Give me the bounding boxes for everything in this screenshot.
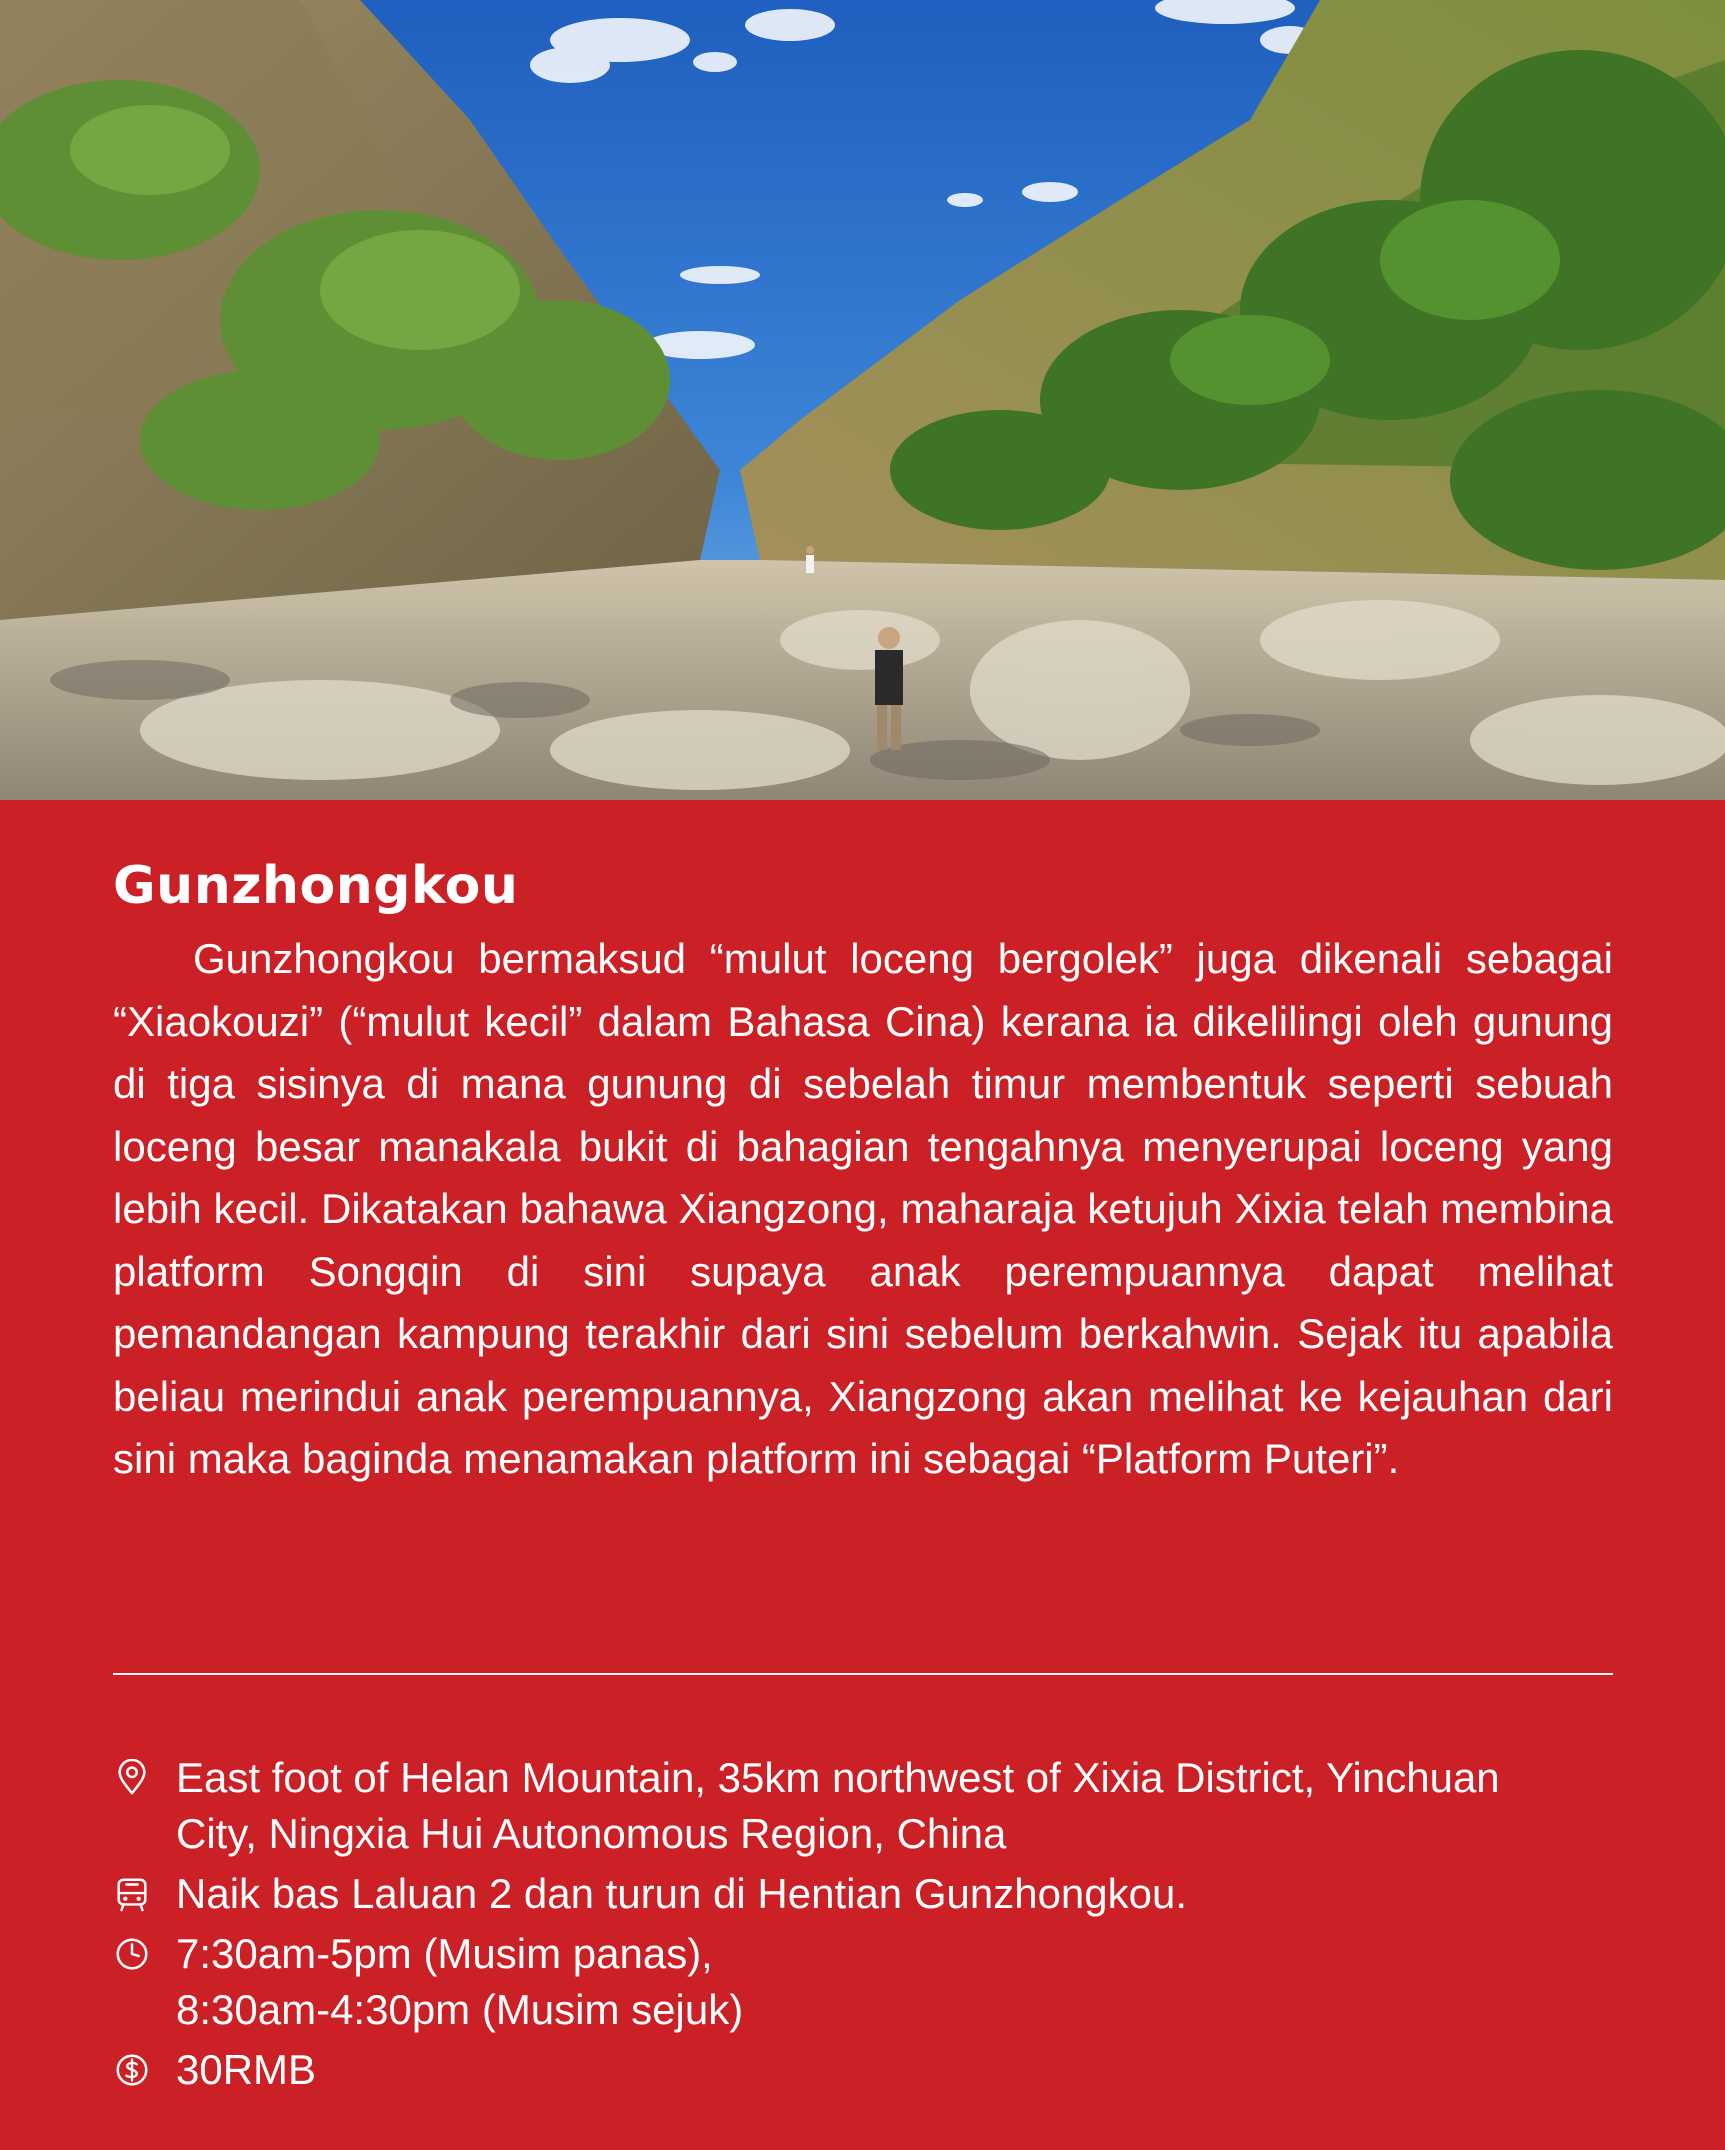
price-text: 30RMB: [176, 2046, 317, 2093]
canyon-photo: [0, 0, 1725, 800]
location-pin-icon: [113, 1759, 151, 1797]
bus-icon: [113, 1875, 151, 1913]
dollar-coin-icon: [113, 2051, 151, 2089]
divider: [113, 1673, 1613, 1675]
info-list: [113, 1750, 1613, 2098]
price-row: [113, 2042, 1613, 2098]
description-paragraph: Gunzhongkou bermaksud “mulut loceng bergolek” juga dikenali sebagai “Xiaokouzi” (“mulut kecil” dalam Bahasa Cina) kerana ia dikelilingi oleh gunung di tiga sisinya di mana gunung di sebelah timur membentuk seperti sebuah loceng besar manakala bukit di bahagian tengahnya menyerupai loceng yang lebih kecil. Dikatakan bahawa Xiangzong, maharaja ketujuh Xixia telah membina platform Songqin di sini supaya anak perempuannya dapat melihat pemandangan kampung terakhir dari sini sebelum berkahwin. Sejak itu apabila beliau merindui anak perempuannya, Xiangzong akan melihat ke kejauhan dari sini maka baginda menamakan platform ini sebagai “Platform Puteri”.: [113, 935, 1613, 1482]
transport-text: Naik bas Laluan 2 dan turun di Hentian Gunzhongkou.: [176, 1870, 1188, 1917]
hours-row: [113, 1926, 1613, 2038]
clock-icon: [113, 1935, 151, 1973]
page-title: Gunzhongkou: [113, 856, 519, 916]
hours-summer: 7:30am-5pm (Musim panas),: [176, 1930, 713, 1977]
address-row: [113, 1750, 1613, 1862]
address-line-2: City, Ningxia Hui Autonomous Region, China: [176, 1810, 1007, 1857]
hours-winter: 8:30am-4:30pm (Musim sejuk): [176, 1986, 744, 2033]
transport-row: [113, 1866, 1613, 1922]
address-line-1: East foot of Helan Mountain, 35km northwest of Xixia District, Yinchuan: [176, 1754, 1500, 1801]
